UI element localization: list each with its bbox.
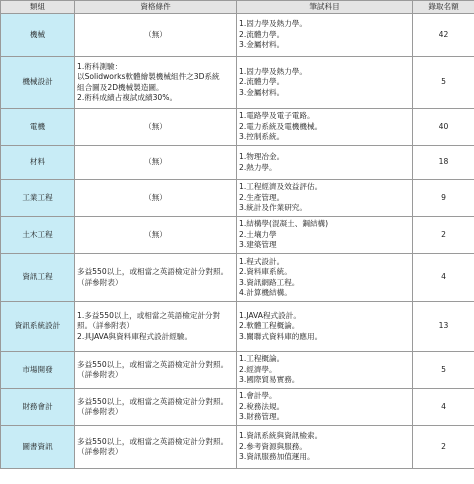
- exam-subject-line: 1.工程概論。: [239, 354, 285, 364]
- exam-subjects-cell: [237, 57, 413, 109]
- exam-subject-line: 2.電力系統及電機機械。: [239, 121, 323, 131]
- quota-cell: 2: [413, 426, 474, 469]
- table-row: [1, 254, 474, 302]
- exam-subject-line: 2.土壤力學: [239, 229, 277, 239]
- condition-line: 多益550以上，或相當之英語檢定計分對照。（詳參附表）: [77, 396, 229, 416]
- table-row: [1, 217, 474, 254]
- exam-subject-line: 3.控制系統。: [239, 132, 285, 142]
- header-exam-subjects: 筆試科目: [237, 1, 413, 14]
- quota-cell: 4: [413, 254, 474, 302]
- conditions-cell: [75, 254, 237, 302]
- quota-cell: 4: [413, 389, 474, 426]
- quota-cell: 5: [413, 352, 474, 389]
- exam-subject-line: 2.稅務法規。: [239, 401, 285, 411]
- exam-subject-line: 2.熱力學。: [239, 162, 277, 172]
- exam-subject-line: 1.程式設計。: [239, 256, 285, 266]
- conditions-cell: [75, 217, 237, 254]
- condition-line: （無）: [144, 229, 167, 239]
- exam-subject-line: 2.軟體工程概論。: [239, 321, 300, 331]
- dept-cell: 機械: [1, 14, 75, 57]
- condition-line: （無）: [144, 192, 167, 202]
- exam-subjects-cell: [237, 146, 413, 180]
- dept-cell: 圖書資訊: [1, 426, 75, 469]
- dept-cell: 市場開發: [1, 352, 75, 389]
- conditions-cell: [75, 352, 237, 389]
- exam-subject-line: 2.經濟學。: [239, 364, 277, 374]
- table-row: [1, 14, 474, 57]
- exam-subject-line: 1.資訊系統與資訊檢索。: [239, 431, 323, 441]
- dept-cell: 材料: [1, 146, 75, 180]
- exam-subjects-cell: [237, 14, 413, 57]
- exam-subject-line: 1.結構學(混凝土、鋼結構): [239, 219, 329, 229]
- condition-line: 組合圖及2D機械製造圖。: [77, 82, 164, 92]
- conditions-cell: [75, 146, 237, 180]
- dept-cell: 機械設計: [1, 57, 75, 109]
- quota-cell: 42: [413, 14, 474, 57]
- condition-line: 多益550以上，或相當之英語檢定計分對照。（詳參附表）: [77, 359, 229, 379]
- condition-line: 以Solidworks軟體繪製機械組件之3D系統: [77, 72, 220, 82]
- condition-line: 2.具JAVA與資料庫程式設計經驗。: [77, 331, 193, 341]
- quota-cell: 18: [413, 146, 474, 180]
- condition-line: 多益550以上，或相當之英語檢定計分對照。（詳參附表）: [77, 436, 229, 456]
- exam-subject-line: 1.物理冶金。: [239, 152, 285, 162]
- conditions-cell: [75, 109, 237, 146]
- conditions-cell: [75, 57, 237, 109]
- exam-subject-line: 3.財務管理。: [239, 412, 285, 422]
- exam-subjects-cell: [237, 352, 413, 389]
- dept-cell: 工業工程: [1, 180, 75, 217]
- exam-subject-line: 2.流體力學。: [239, 77, 285, 87]
- condition-line: 多益550以上，或相當之英語檢定計分對照。（詳參附表）: [77, 267, 229, 287]
- dept-cell: 電機: [1, 109, 75, 146]
- table-row: [1, 146, 474, 180]
- table-row: [1, 180, 474, 217]
- exam-subjects-cell: [237, 109, 413, 146]
- exam-subjects-cell: [237, 302, 413, 352]
- exam-subject-line: 1.固力學及熱力學。: [239, 19, 307, 29]
- dept-cell: 土木工程: [1, 217, 75, 254]
- conditions-cell: [75, 389, 237, 426]
- conditions-cell: [75, 302, 237, 352]
- exam-subject-line: 1.會計學。: [239, 391, 277, 401]
- condition-line: （無）: [144, 121, 167, 131]
- conditions-cell: [75, 14, 237, 57]
- table-row: [1, 302, 474, 352]
- quota-cell: 9: [413, 180, 474, 217]
- header-conditions: 資格條件: [75, 1, 237, 14]
- condition-line: 2.術科成績占複試成績30%。: [77, 92, 178, 102]
- table-body: [1, 14, 474, 469]
- exam-subject-line: 1.JAVA程式設計。: [239, 310, 301, 320]
- header-row: [1, 1, 474, 14]
- exam-subject-line: 1.電路學及電子電路。: [239, 111, 315, 121]
- exam-subject-line: 2.參考資源與服務。: [239, 441, 307, 451]
- condition-line: （無）: [144, 29, 167, 39]
- conditions-cell: [75, 180, 237, 217]
- quota-cell: 40: [413, 109, 474, 146]
- header-quota: 錄取名額: [413, 1, 474, 14]
- dept-cell: 資訊系統設計: [1, 302, 75, 352]
- exam-subject-line: 2.資料庫系統。: [239, 267, 292, 277]
- table-row: [1, 389, 474, 426]
- exam-subjects-cell: [237, 389, 413, 426]
- exam-subject-line: 3.建築管理: [239, 240, 277, 250]
- exam-subject-line: 3.金屬材料。: [239, 40, 285, 50]
- exam-subject-line: 3.統計及作業研究。: [239, 203, 307, 213]
- dept-cell: 資訊工程: [1, 254, 75, 302]
- exam-subjects-cell: [237, 426, 413, 469]
- exam-subject-line: 1.工程經濟及效益評估。: [239, 182, 323, 192]
- exam-subject-line: 3.資訊網路工程。: [239, 277, 300, 287]
- dept-cell: 財務會計: [1, 389, 75, 426]
- exam-subjects-cell: [237, 254, 413, 302]
- quota-cell: 5: [413, 57, 474, 109]
- exam-subject-line: 4.計算機結構。: [239, 287, 292, 297]
- exam-subject-line: 1.固力學及熱力學。: [239, 66, 307, 76]
- table-row: [1, 352, 474, 389]
- condition-line: 1.術科測驗：: [77, 61, 123, 71]
- condition-line: 1.多益550以上，或相當之英語檢定計分對照。（詳參附表）: [77, 310, 221, 331]
- table-row: [1, 426, 474, 469]
- conditions-cell: [75, 426, 237, 469]
- exam-subject-line: 3.金屬材料。: [239, 87, 285, 97]
- exam-subject-line: 3.關聯式資料庫的應用。: [239, 331, 323, 341]
- exam-subject-line: 2.流體力學。: [239, 29, 285, 39]
- header-dept: 類組: [1, 1, 75, 14]
- exam-subjects-cell: [237, 217, 413, 254]
- exam-subject-line: 3.資訊服務加值運用。: [239, 452, 315, 462]
- exam-subject-line: 2.生產管理。: [239, 192, 285, 202]
- exam-subjects-cell: [237, 180, 413, 217]
- exam-subject-line: 3.國際貿易實務。: [239, 375, 300, 385]
- table-row: [1, 109, 474, 146]
- table-row: [1, 57, 474, 109]
- quota-cell: 13: [413, 302, 474, 352]
- condition-line: （無）: [144, 157, 167, 167]
- quota-cell: 2: [413, 217, 474, 254]
